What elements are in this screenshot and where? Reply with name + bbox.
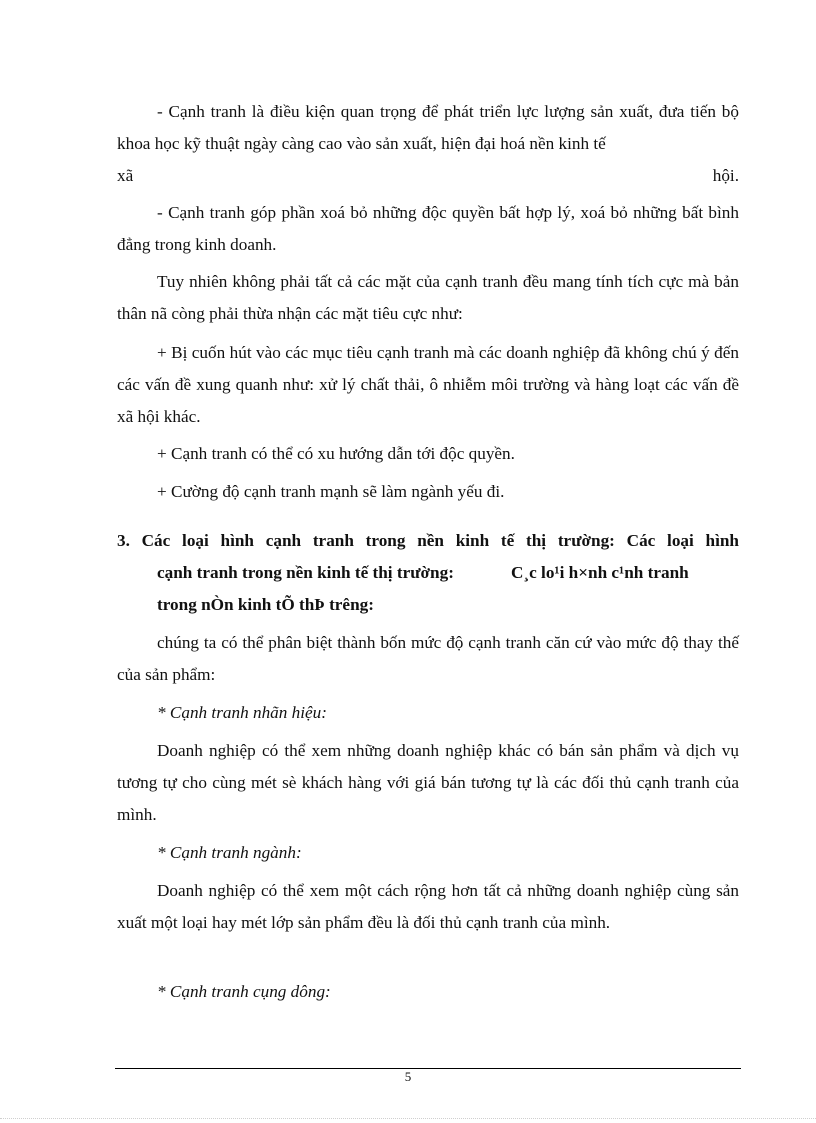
paragraph-negative-aspects-intro: Tuy nhiên không phải tất cả các mặt của cạnh tranh đều mang tính tích cực mà bản thân nã còng phải thừa nhận các mặt tiêu cực như: [117,272,739,323]
paragraph-abolish-monopoly: - Cạnh tranh góp phần xoá bỏ những độc quyền bất hợp lý, xoá bỏ những bất bình đẳng trong kinh doanh. [117,203,739,254]
page-number: 5 [404,1069,412,1084]
paragraph-four-levels: chúng ta có thể phân biệt thành bốn mức độ cạnh tranh căn cứ vào mức độ thay thế của sản phẩm: [117,633,739,684]
heading-line-1: 3. Các loại hình cạnh tranh trong nền kinh tế thị trường: Các loại hình [117,531,739,550]
paragraph-competition-condition: - Cạnh tranh là điều kiện quan trọng để phát triển lực lượng sản xuất, đưa tiến bộ khoa học kỹ thuật ngày càng cao vào sản xuất, hiện đại hoá nền kinh tế [117,102,739,153]
subheading-brand-competition: * Cạnh tranh nhãn hiệu: [157,703,327,722]
paragraph-brand-competition: Doanh nghiệp có thể xem những doanh nghiệp khác có bán sản phẩm và dịch vụ tương tự cho cùng mét sè khách hàng với giá bán tương tự là các đối thủ cạnh tranh của mình. [117,741,739,824]
word-hoi: hội. [712,166,739,185]
heading-line-2b: C¸c lo¹i h×nh c¹nh tranh [511,563,689,582]
heading-line-3: trong nÒn kinh tÕ thÞ trêng: [157,595,374,614]
paragraph-monopoly-trend: + Cạnh tranh có thể có xu hướng dẫn tới độc quyền. [157,444,515,463]
page-bottom-edge [0,1118,816,1119]
word-xa: xã [117,166,134,185]
subheading-industry-competition: * Cạnh tranh ngành: [157,843,302,862]
paragraph-weakens-industry: + Cường độ cạnh tranh mạnh sẽ làm ngành yếu đi. [157,482,505,501]
paragraph-line-end [117,160,739,192]
subheading-form-competition: * Cạnh tranh cụng dông: [157,982,331,1001]
paragraph-distraction: + Bị cuốn hút vào các mục tiêu cạnh tranh mà các doanh nghiệp đã không chú ý đến các vấn đề xung quanh như: xử lý chất thải, ô nhiễm môi trường và hàng loạt các vấn đề xã hội khác. [117,343,739,426]
paragraph-industry-competition: Doanh nghiệp có thể xem một cách rộng hơn tất cả những doanh nghiệp cùng sản xuất một loại hay mét lớp sản phẩm đều là đối thủ cạnh tranh của mình. [117,881,739,932]
heading-line-2a: cạnh tranh trong nền kinh tế thị trường: [157,563,454,582]
